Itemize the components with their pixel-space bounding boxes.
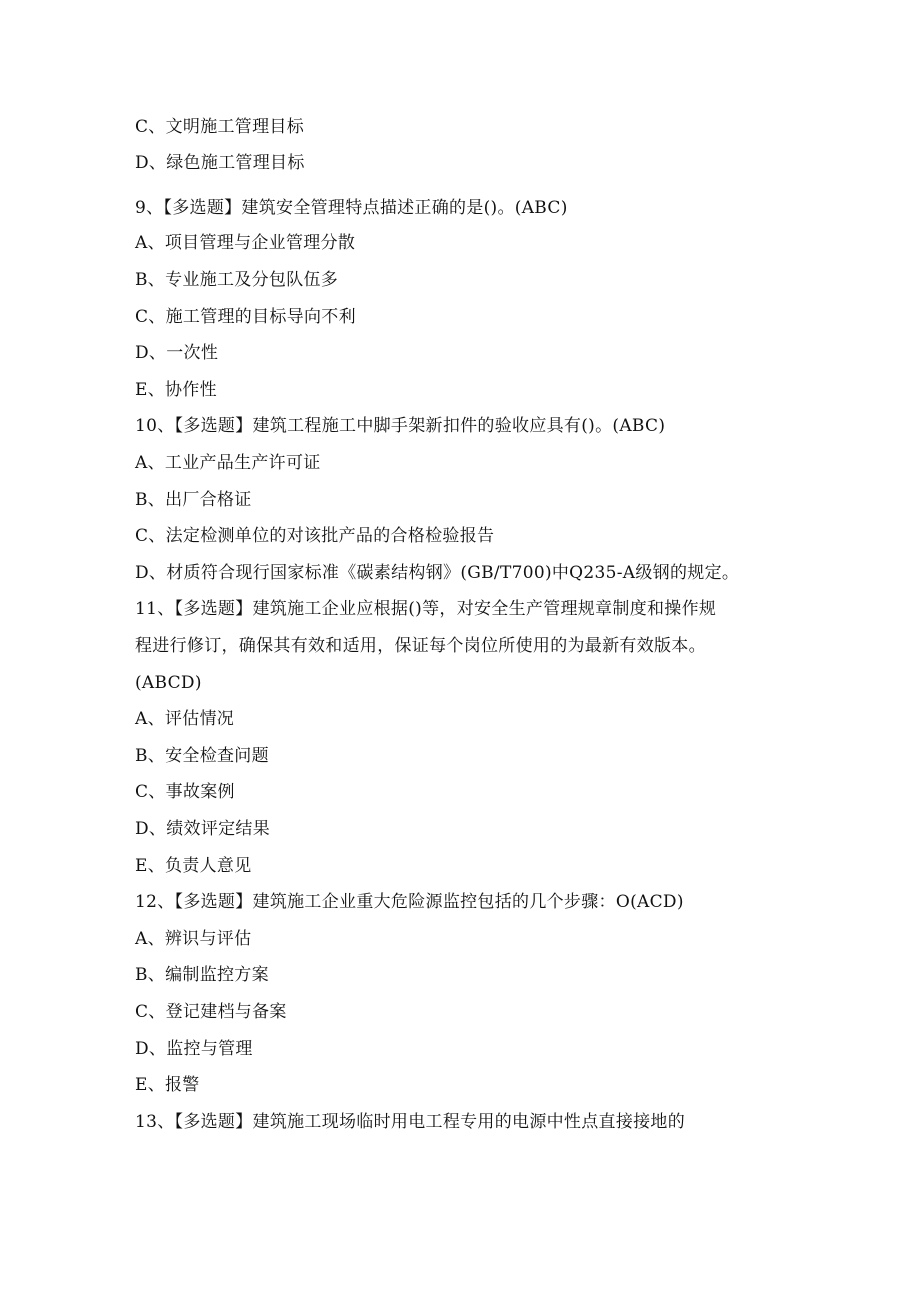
question-13: 13、【多选题】建筑施工现场临时用电工程专用的电源中性点直接接地的 [135, 1112, 686, 1132]
question-11-line-2: 程进行修订，确保其有效和适用，保证每个岗位所使用的为最新有效版本。 [135, 636, 706, 656]
question-9: 9、【多选题】建筑安全管理特点描述正确的是()。(ABC) [135, 198, 568, 218]
option-c-q10: C、法定检测单位的对该批产品的合格检验报告 [135, 526, 495, 546]
option-d-q11: D、绩效评定结果 [135, 819, 271, 839]
question-10: 10、【多选题】建筑工程施工中脚手架新扣件的验收应具有()。(ABC) [135, 416, 666, 436]
option-b-q11: B、安全检查问题 [135, 746, 269, 766]
option-a-q9: A、项目管理与企业管理分散 [135, 233, 356, 253]
option-b-q12: B、编制监控方案 [135, 965, 269, 985]
option-b-q9: B、专业施工及分包队伍多 [135, 270, 339, 290]
option-e-q12: E、报警 [135, 1075, 200, 1095]
question-11-line-1: 11、【多选题】建筑施工企业应根据()等，对安全生产管理规章制度和操作规 [135, 599, 717, 619]
option-c-q12: C、登记建档与备案 [135, 1002, 287, 1022]
option-d-q9: D、一次性 [135, 343, 219, 363]
question-12: 12、【多选题】建筑施工企业重大危险源监控包括的几个步骤：O(ACD) [135, 892, 684, 912]
option-a-q12: A、辨识与评估 [135, 929, 252, 949]
option-d-q10: D、材质符合现行国家标准《碳素结构钢》(GB/T700)中Q235-A级钢的规定。 [135, 563, 740, 583]
option-c-q11: C、事故案例 [135, 782, 235, 802]
option-e-q9: E、协作性 [135, 380, 217, 400]
option-c-q9: C、施工管理的目标导向不利 [135, 307, 356, 327]
option-a-q10: A、工业产品生产许可证 [135, 453, 321, 473]
option-d-q8: D、绿色施工管理目标 [135, 153, 305, 173]
question-11-answer: (ABCD) [135, 673, 202, 693]
option-a-q11: A、评估情况 [135, 709, 235, 729]
option-d-q12: D、监控与管理 [135, 1039, 253, 1059]
option-e-q11: E、负责人意见 [135, 856, 252, 876]
option-c-q8: C、文明施工管理目标 [135, 117, 305, 137]
option-b-q10: B、出厂合格证 [135, 490, 252, 510]
